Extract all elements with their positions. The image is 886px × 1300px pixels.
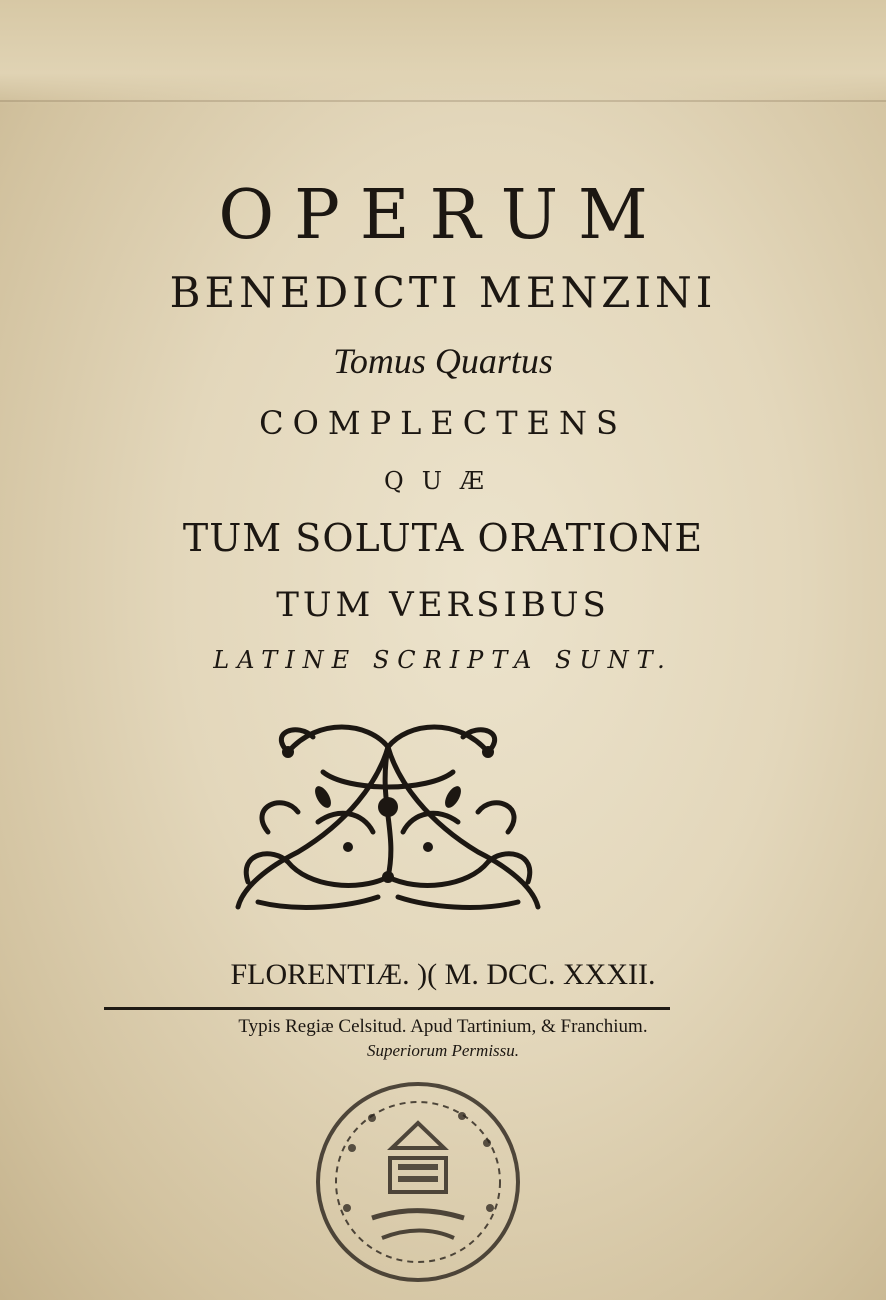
- volume-label: Tomus Quartus: [333, 341, 553, 381]
- quae-line: QUÆ: [384, 467, 502, 495]
- library-stamp-icon: [312, 1078, 524, 1286]
- printer-ornament-icon: [228, 712, 548, 917]
- permission-line: Superiorum Permissu.: [366, 1041, 520, 1060]
- soluta-line: TUM SOLUTA ORATIONE: [182, 516, 704, 560]
- author-name: BENEDICTI MENZINI: [169, 268, 717, 317]
- paper-fold: [0, 0, 886, 105]
- printer-line: Typis Regiæ Celsitud. Apud Tartinium, & Franchium.: [238, 1016, 648, 1037]
- book-title: OPERUM: [218, 176, 668, 255]
- paper-crease: [0, 100, 886, 102]
- imprint-line: FLORENTIÆ. )( M. DCC. XXXII.: [230, 958, 656, 991]
- imprint-rule: [104, 1007, 670, 1010]
- complectens-line: COMPLECTENS: [259, 404, 627, 442]
- latine-line: LATINE SCRIPTA SUNT.: [213, 646, 673, 674]
- versibus-line: TUM VERSIBUS: [276, 585, 610, 625]
